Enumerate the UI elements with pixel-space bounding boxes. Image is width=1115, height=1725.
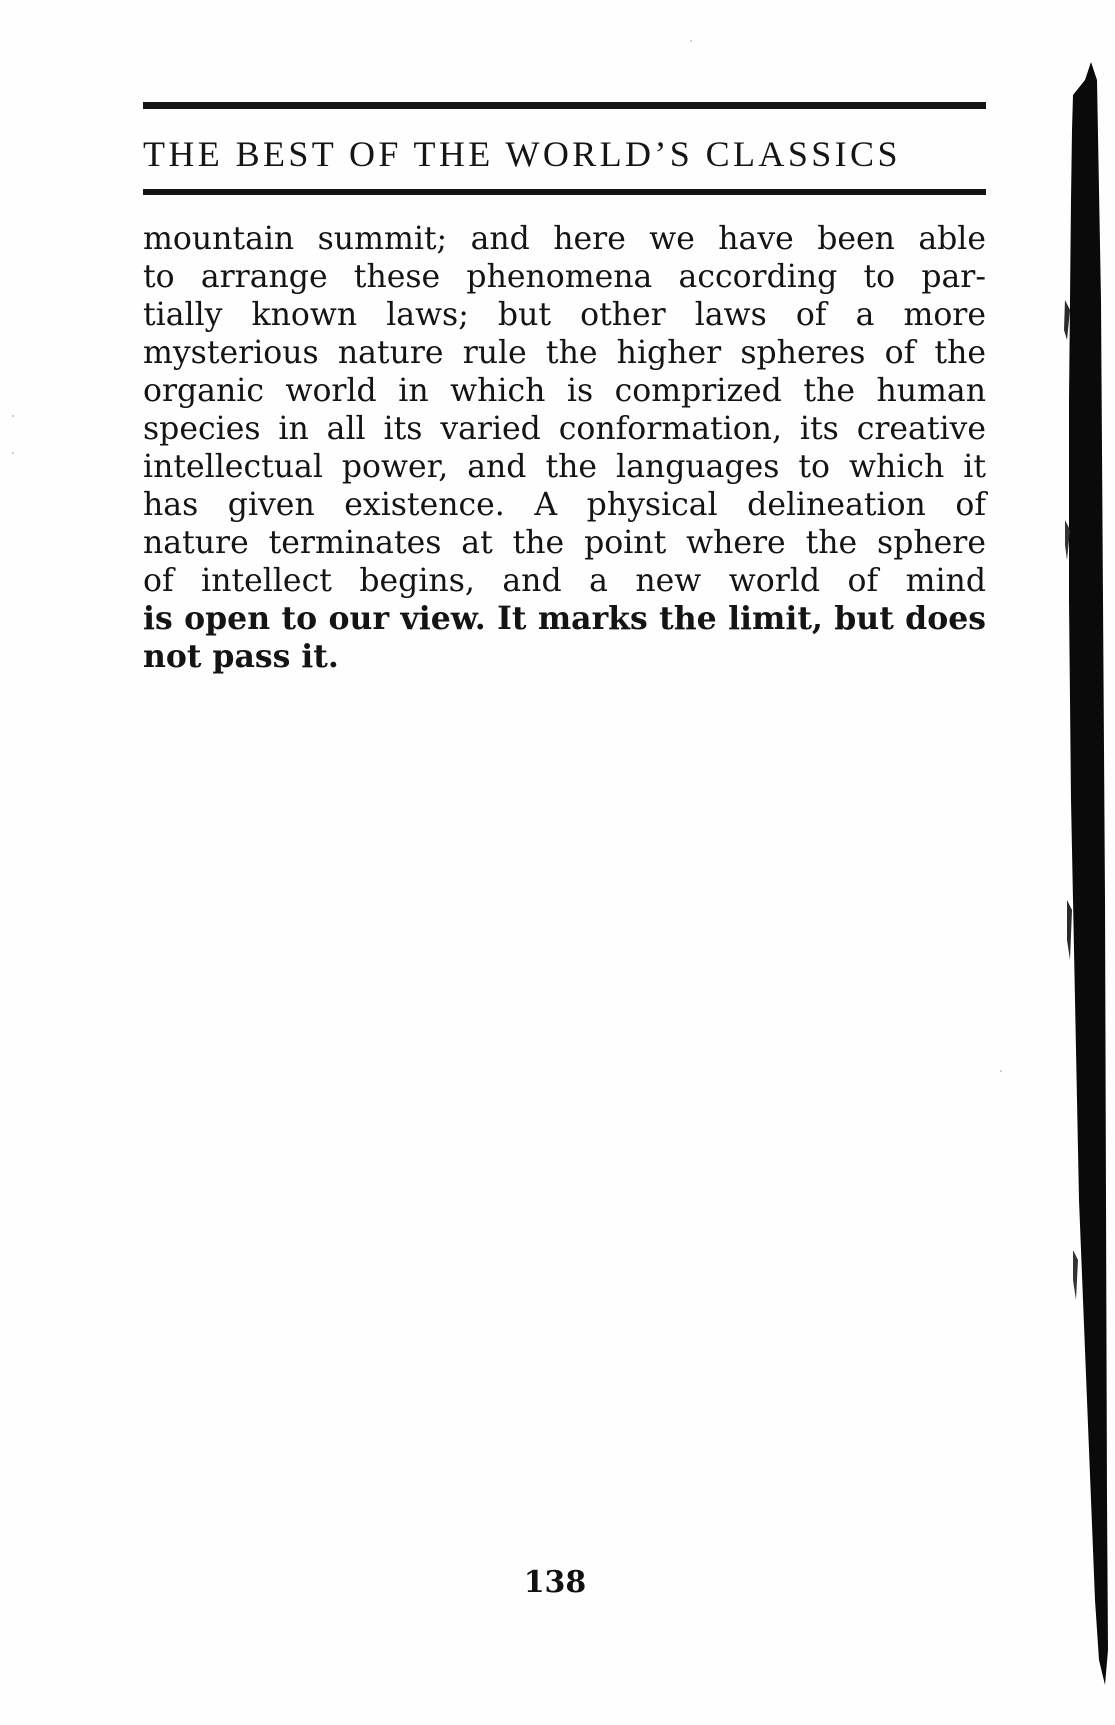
- header-rule-top: [143, 102, 986, 109]
- paper-speck: [690, 40, 692, 42]
- text-line-final: not pass it.: [143, 638, 339, 675]
- body-paragraph: [143, 220, 986, 676]
- text-line: mysterious nature rule the higher spheres of the: [143, 335, 986, 371]
- text-line: tially known laws; but other laws of a more: [143, 297, 986, 333]
- paper-speck: [12, 452, 14, 454]
- text-line: species in all its varied conformation, its creative: [143, 411, 986, 447]
- text-line: has given existence. A physical delineation of: [143, 487, 986, 523]
- text-line: of intellect begins, and a new world of mind: [143, 563, 986, 599]
- header-rule-bottom: [143, 189, 986, 195]
- binding-edge-shadow: [1015, 0, 1115, 1725]
- text-line: intellectual power, and the languages to which it: [143, 449, 986, 485]
- text-line: organic world in which is comprized the human: [143, 373, 986, 409]
- text-line: nature terminates at the point where the sphere: [143, 525, 986, 561]
- running-header-title: THE BEST OF THE WORLD’S CLASSICS: [143, 134, 901, 174]
- paper-speck: [12, 415, 14, 417]
- page-number: 138: [523, 1565, 587, 1600]
- paper-speck: [1000, 1070, 1002, 1072]
- text-line: mountain summit; and here we have been able: [143, 221, 986, 257]
- text-line: to arrange these phenomena according to par-: [143, 259, 986, 295]
- text-line: is open to our view. It marks the limit, but does: [143, 600, 986, 637]
